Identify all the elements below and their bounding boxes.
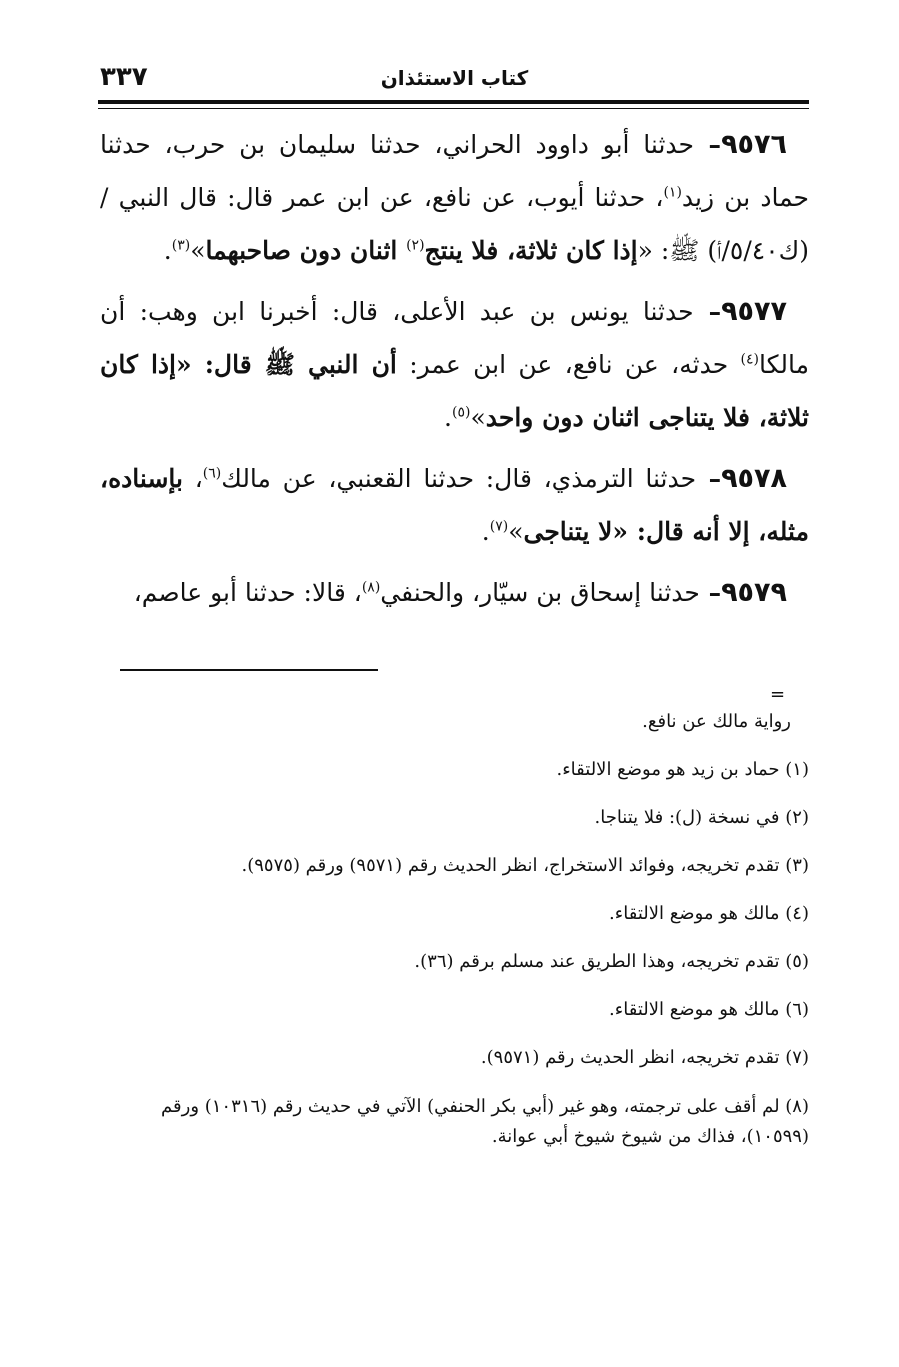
footnote-continuation-mark: = [770, 684, 786, 705]
hadith-text: ، حدثنا أيوب، عن نافع، عن ابن عمر قال: قال النبي / (ك٥/٤٠/أ) ﷺ: « [100, 183, 809, 265]
hadith-9577 [100, 285, 809, 444]
hadith-text: » [190, 236, 206, 265]
footnote-ref[interactable]: (٦) [202, 465, 222, 482]
footnote-3: (٣) تقدم تخريجه، وفوائد الاستخراج، انظر الحديث رقم (٩٥٧١) ورقم (٩٥٧٥). [241, 855, 809, 876]
footnote-ref[interactable]: (٤) [740, 351, 759, 368]
hadith-9576 [100, 118, 809, 277]
hadith-text: حدثنا يونس بن عبد الأعلى، قال: أخبرنا ابن وهب: أن مالكا [100, 297, 810, 379]
hadith-text: . [481, 517, 490, 546]
main-text [100, 118, 809, 627]
header-rule-thick [98, 100, 809, 104]
hadith-text: » [508, 517, 524, 546]
page-number: ٣٣٧ [100, 62, 148, 92]
footnote-ref[interactable]: (٧) [489, 518, 509, 535]
footnote-ref[interactable]: (٢) [406, 237, 425, 254]
hadith-text: ، [182, 464, 203, 493]
footnote-6: (٦) مالك هو موضع الالتقاء. [609, 999, 809, 1020]
hadith-text: حدثه، عن نافع، عن ابن عمر: [396, 350, 741, 379]
hadith-text: حدثنا إسحاق بن سيّار، والحنفي [380, 578, 700, 607]
hadith-text: ، قالا: حدثنا أبو عاصم، [133, 578, 362, 607]
hadith-text: . [444, 403, 452, 432]
footnote-ref[interactable]: (٣) [171, 237, 191, 254]
hadith-text: » [470, 403, 486, 432]
number-dash: – [694, 130, 722, 159]
footnote-2: (٢) في نسخة (ل): فلا يتناجا. [594, 807, 809, 828]
running-title: كتاب الاستئذان [380, 66, 529, 90]
hadith-number: ٩٥٧٩ [721, 577, 787, 608]
footnote-ref[interactable]: (٥) [452, 404, 471, 421]
hadith-number: ٩٥٧٨ [721, 463, 787, 494]
page-header [100, 62, 809, 98]
hadith-number: ٩٥٧٧ [721, 296, 787, 327]
footnotes [100, 708, 809, 1172]
hadith-text: حدثنا أبو داوود الحراني، حدثنا سليمان بن حرب، حدثنا حماد بن زيد [100, 130, 809, 212]
footnote-4: (٤) مالك هو موضع الالتقاء. [609, 903, 809, 924]
hadith-9578 [100, 452, 809, 558]
hadith-matn: إذا كان ثلاثة، فلا ينتج [424, 236, 638, 265]
footnote-8: (٨) لم أقف على ترجمته، وهو غير (أبي بكر الحنفي) الآتي في حديث رقم (١٠٣١٦) ورقم (١٠٥٩٩)، فذاك من شيوخ شيوخ أبي عوانة. [161, 1096, 809, 1147]
number-dash: – [696, 464, 722, 493]
hadith-text: حدثنا الترمذي، قال: حدثنا القعنبي، عن مالك [221, 464, 697, 493]
hadith-9579 [100, 566, 809, 619]
footnote-1: (١) حماد بن زيد هو موضع الالتقاء. [556, 759, 809, 780]
hadith-matn: اثنان دون صاحبهما [205, 236, 407, 265]
footnote-continuation: رواية مالك عن نافع. [642, 711, 791, 732]
hadith-number: ٩٥٧٦ [721, 129, 787, 160]
footnote-ref[interactable]: (١) [663, 184, 682, 201]
hadith-text: . [163, 236, 172, 265]
footnote-ref[interactable]: (٨) [361, 579, 381, 596]
hadith-matn: أن النبي ﷺ قال: «إذا كان ثلاثة، فلا يتناجى اثنان دون واحد [100, 350, 809, 432]
number-dash: – [699, 578, 722, 607]
footnote-5: (٥) تقدم تخريجه، وهذا الطريق عند مسلم برقم (٣٦). [414, 951, 809, 972]
footnote-separator [120, 669, 378, 671]
header-rule-thin [98, 108, 809, 109]
hadith-matn: بإسناده، مثله، إلا أنه قال: «لا يتناجى [100, 464, 809, 546]
footnote-7: (٧) تقدم تخريجه، انظر الحديث رقم (٩٥٧١). [480, 1047, 809, 1068]
number-dash: – [693, 297, 722, 326]
